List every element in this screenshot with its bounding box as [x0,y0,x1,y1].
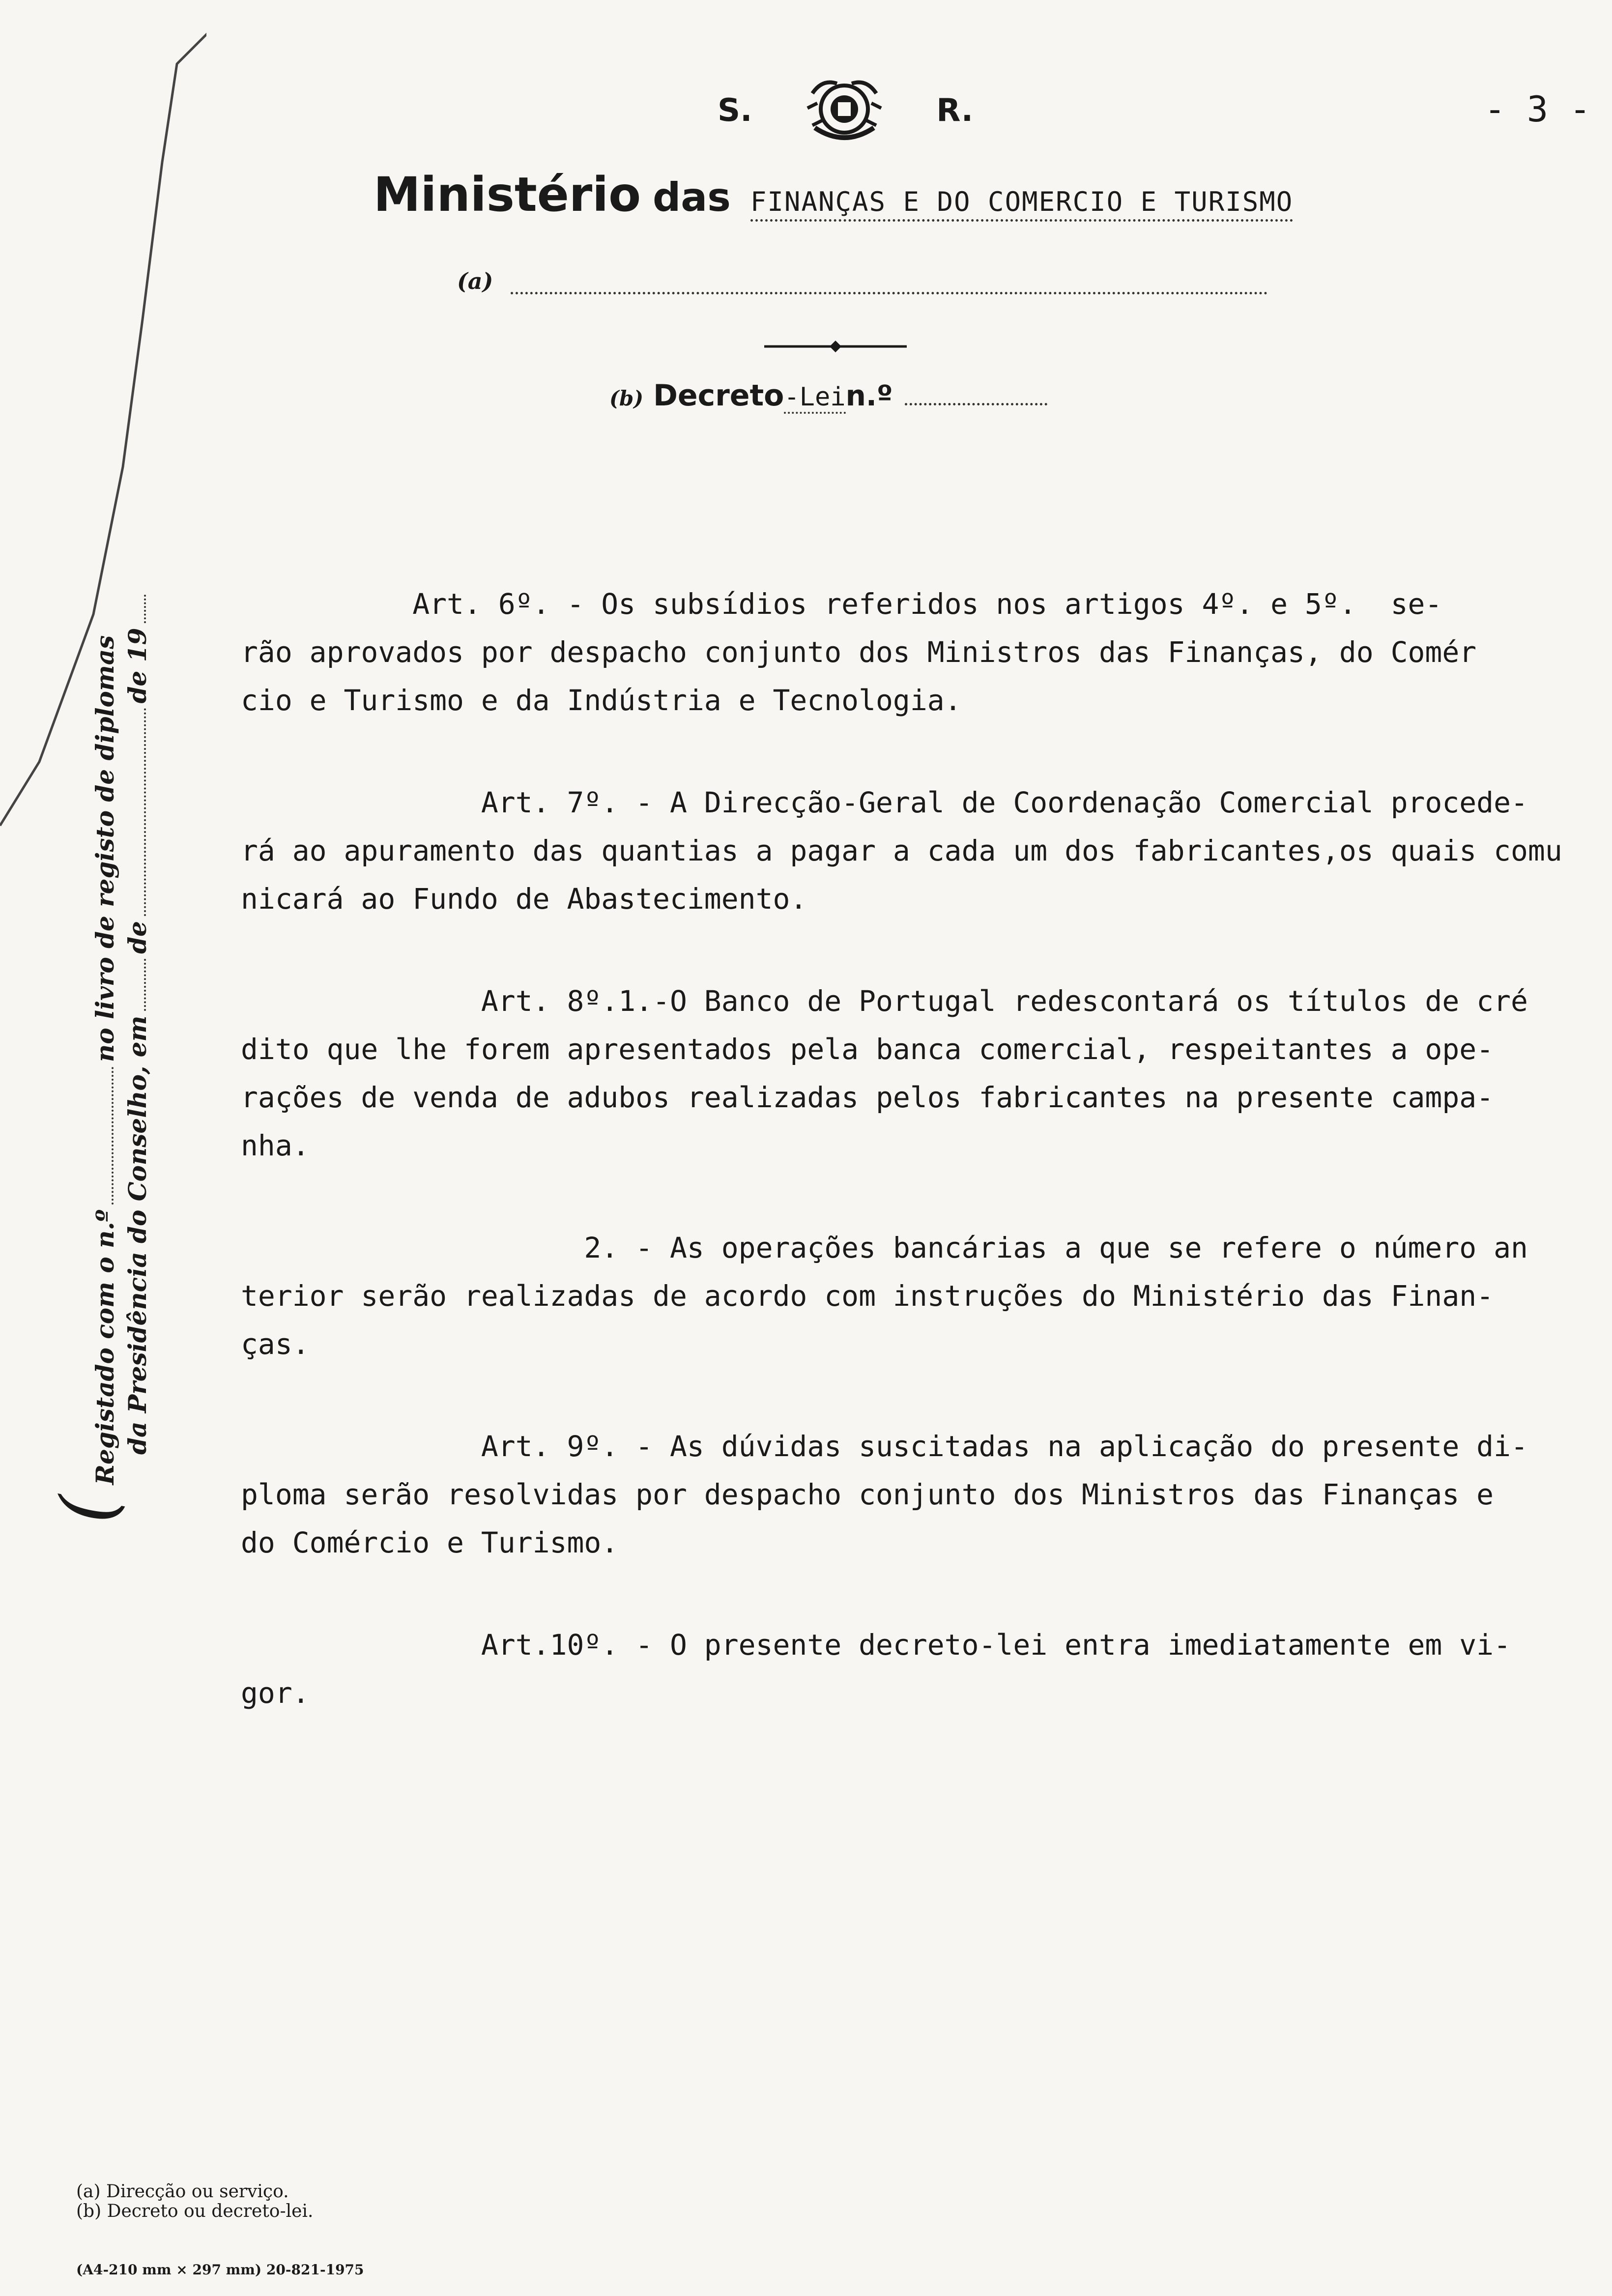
service-label: (a) [457,268,493,294]
registry-year-blank [144,595,146,623]
registry-year-label: de 19 [123,628,152,704]
article-10: Art.10º. - O presente decreto-lei entra imediatamente em vi- gor. [241,1628,1511,1710]
decree-word: Decreto [653,378,784,413]
registry-book-label: no livro de registo de diplomas [90,635,119,1062]
registry-de-1: de [123,921,152,954]
article-7: Art. 7º. - A Direcção-Geral de Coordenação Comercial procede- rá ao apuramento das quantias a pagar a cada um dos fabricantes,os quais comu nicará ao Fundo de Abastecimento. [241,786,1562,916]
ministry-name: FINANÇAS E DO COMERCIO E TURISMO [750,186,1293,222]
article-9: Art. 9º. - As dúvidas suscitadas na aplicação do presente di- ploma serão resolvidas por despacho conjunto dos Ministros das Finanças e do Comércio e Turismo. [241,1430,1528,1559]
decree-label: (b) [609,386,644,410]
ministry-das: das [653,174,731,220]
article-8-1: Art. 8º.1.-O Banco de Portugal redescontará os títulos de cré dito que lhe forem apresentados pela banca comercial, respeitantes a ope- rações de venda de adubos realizadas pelos fabricantes na presente campa- nha. [241,984,1528,1162]
r-letter: R. [936,92,973,129]
decree-number-label: n.º [845,379,893,412]
registry-month-blank [144,708,146,916]
ornamental-divider [764,339,907,354]
article-6: Art. 6º. - Os subsídios referidos nos artigos 4º. e 5º. se- rão aprovados por despacho conjunto dos Ministros das Finanças, do Comér cio e Turismo e da Indústria e Tecnologia. [241,587,1477,717]
registry-line-1 [46,590,131,1523]
decree-body [241,580,1578,1771]
footnote-a: (a) Direcção ou serviço. [76,2181,289,2202]
decree-line [609,378,1047,414]
ministry-word: Ministério [374,167,641,222]
registry-day-blank [144,959,146,1011]
article-8-2: 2. - As operações bancárias a que se refere o número an terior serão realizadas de acordo com instruções do Ministério das Finan- ças. [241,1231,1528,1361]
paper-format-note: (A4-210 mm × 297 mm) 20-821-1975 [76,2262,364,2278]
registry-date-label: da Presidência do Conselho, em [123,1015,152,1455]
s-letter: S. [718,92,752,129]
state-header [718,74,973,147]
decree-lei: -Lei [784,382,845,414]
coat-of-arms-icon [803,74,886,147]
ministry-line [374,167,1293,222]
registry-number-label: Registado com o n.º [90,1209,119,1485]
service-line [457,268,1267,294]
registry-stamp [46,590,187,1523]
service-blank [511,272,1267,294]
registry-number-blank [112,1067,114,1205]
footnotes [76,2182,313,2221]
footnote-b: (b) Decreto ou decreto-lei. [76,2201,314,2221]
registry-line-2 [123,590,172,1523]
decree-number-blank [905,403,1047,405]
bracket-mark: ( [46,1494,131,1523]
page-number: - 3 - [1484,88,1591,130]
